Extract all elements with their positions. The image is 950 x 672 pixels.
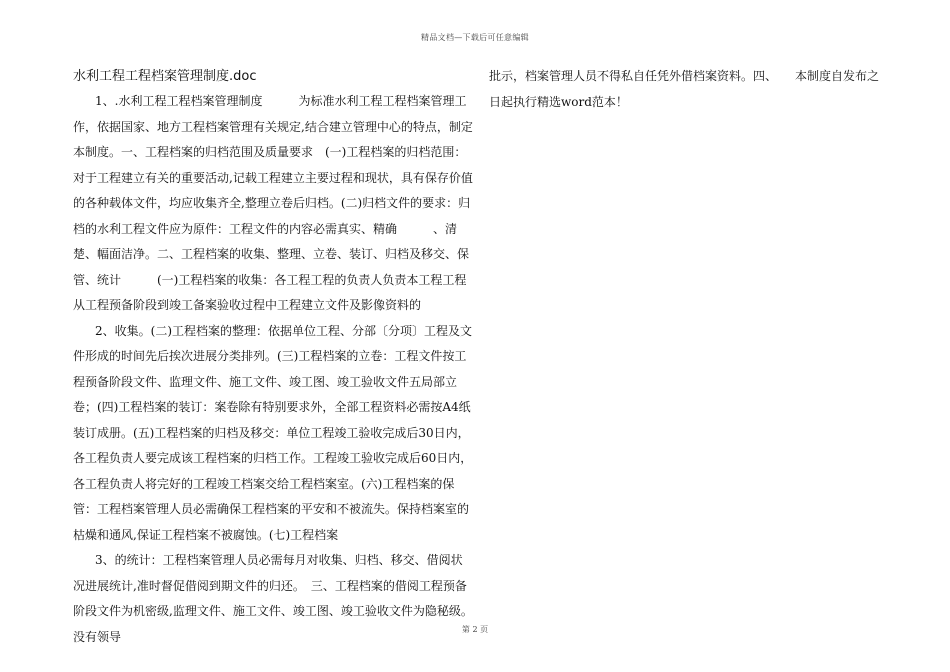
- page-number: 第 2 页: [461, 625, 489, 634]
- right-column: [489, 64, 879, 115]
- left-column: [73, 64, 473, 650]
- paragraph-1: 1、.水利工程工程档案管理制度 为标准水利工程工程档案管理工作，依据国家、地方工程档案管理有关规定,结合建立管理中心的特点，制定本制度。一、工程档案的归档范围及质量要求 (一)工程档案的归档范围：对于工程建立有关的重要活动,记载工程建立主要过程和现状，具有保存价值的各种载体文件，均应收集齐全,整理立卷后归档。(二)归档文件的要求：归档的水利工程文件应为原件：工程文件的内容必需真实、精确 、清楚、幅面洁净。二、工程档案的收集、整理、立卷、装订、归档及移交、保管、统计 (一)工程档案的收集：各工程工程的负责人负责本工程工程从工程预备阶段到竣工备案验收过程中工程建立文件及影像资料的: [73, 94, 473, 312]
- paragraph-3: 3、的统计：工程档案管理人员必需每月对收集、归档、移交、借阅状况进展统计,准时督促借阅到期文件的归还。 三、工程档案的借阅工程预备阶段文件为机密级,监理文件、施工文件、竣工图、竣工验收文件为隐秘级。没有领导: [73, 553, 473, 644]
- paragraph-continuation: 批示，档案管理人员不得私自任凭外借档案资料。四、 本制度自发布之日起执行精选word范本！: [489, 69, 880, 109]
- page-header: 精品文档—下载后可任意编辑: [421, 33, 529, 42]
- document-title: 水利工程工程档案管理制度.doc: [73, 69, 257, 84]
- paragraph-2: 2、收集。(二)工程档案的整理：依据单位工程、分部〔分项〕工程及文件形成的时间先后挨次进展分类排列。(三)工程档案的立卷：工程文件按工程预备阶段文件、监理文件、施工文件、竣工图、竣工验收文件五局部立卷；(四)工程档案的装订：案卷除有特别要求外，全部工程资料必需按A4纸装订成册。(五)工程档案的归档及移交：单位工程竣工验收完成后30日内，各工程负责人要完成该工程档案的归档工作。工程竣工验收完成后60日内，各工程负责人将完好的工程竣工档案交给工程档案室。(六)工程档案的保管：工程档案管理人员必需确保工程档案的平安和不被流失。保持档案室的枯燥和通风,保证工程档案不被腐蚀。(七)工程档案: [73, 323, 473, 542]
